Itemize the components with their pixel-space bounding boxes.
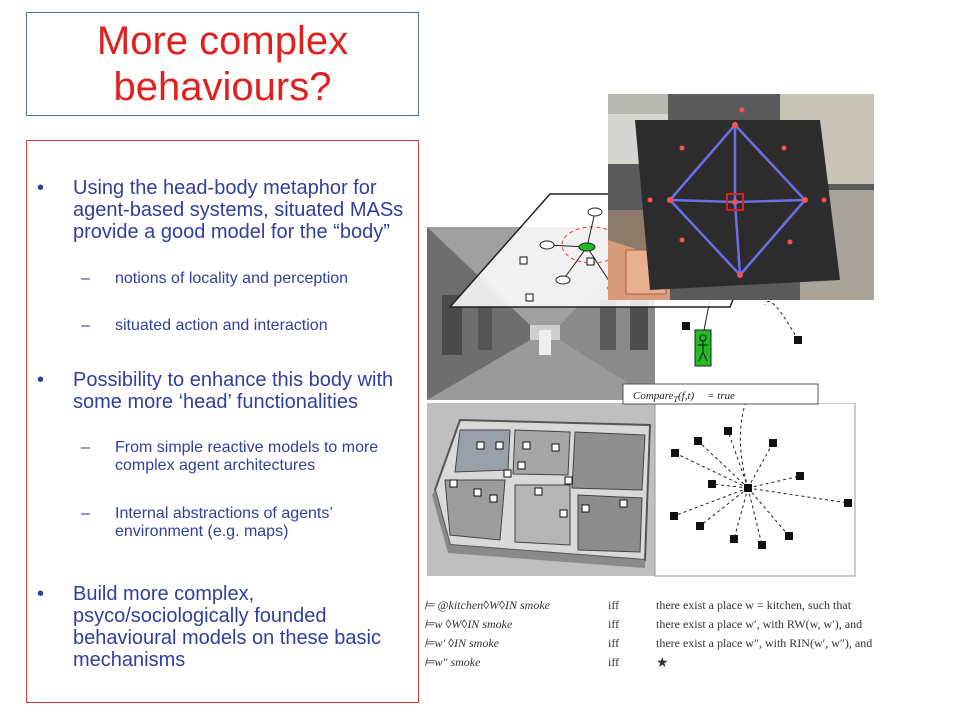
- sub-1-1-text: notions of locality and perception: [115, 270, 349, 287]
- bullet-dot: •: [37, 369, 45, 391]
- sub-dash: –: [81, 270, 90, 287]
- bullet-2-text: Possibility to enhance this body with some more ‘head’ functionalities: [73, 369, 394, 413]
- sub-1-2-text: situated action and interaction: [115, 317, 328, 334]
- bullet-2: [37, 369, 407, 413]
- sub-2-1-text: From simple reactive models to more complex agent architectures: [115, 439, 379, 474]
- formula-3-right: there exist a place w″, with RIN(w′, w″), and: [656, 636, 873, 650]
- formula-2-iff: iff: [608, 617, 620, 631]
- formula-row-2: [424, 617, 924, 637]
- compare-args2: ,t): [684, 390, 695, 402]
- sub-2-2-text: Internal abstractions of agents’ environment (e.g. maps): [115, 505, 333, 540]
- compare-word: Compare: [633, 390, 674, 402]
- compare-label: [623, 384, 818, 404]
- sub-1-2: [81, 317, 411, 335]
- formula-3-iff: iff: [608, 636, 620, 650]
- formula-4-left: ⊨w″ smoke: [424, 655, 481, 669]
- sub-1-1: [81, 270, 411, 288]
- star-icon: ★: [656, 656, 669, 671]
- formula-4-iff: iff: [608, 655, 620, 669]
- formula-3-left: ⊨w′ ◊IN smoke: [424, 636, 499, 650]
- sub-dash: –: [81, 317, 90, 334]
- sub-dash: –: [81, 505, 90, 522]
- content-box: [26, 140, 419, 703]
- formula-1-iff: iff: [608, 598, 620, 612]
- sub-2-2: [81, 505, 411, 541]
- bullet-1-text: Using the head-body metaphor for agent-based systems, situated MASs provide a good model for the “body”: [73, 177, 404, 243]
- bullet-dot: •: [37, 177, 45, 199]
- bullet-3-text: Build more complex, psyco/sociologically founded behavioural models on these basic mechanisms: [73, 583, 381, 671]
- formula-row-4: [424, 655, 924, 675]
- formula-1-left: ⊨ @kitchen◊W◊IN smoke: [424, 598, 550, 612]
- sub-dash: –: [81, 439, 90, 456]
- formula-1-right: there exist a place w = kitchen, such that: [656, 598, 852, 612]
- formula-row-3: [424, 636, 924, 656]
- svg-text:CompareT(f,t) = true: [633, 390, 735, 404]
- bullet-1: [37, 177, 407, 243]
- floorplan-image: [427, 403, 655, 576]
- formula-2-right: there exist a place w′, with RW(w, w′), and: [656, 617, 863, 631]
- slide-title: More complex behaviours?: [96, 19, 349, 109]
- formula-2-left: ⊨w ◊W◊IN smoke: [424, 617, 513, 631]
- compare-subscript: T: [673, 395, 678, 404]
- bullet-dot: •: [37, 583, 45, 605]
- sub-2-1: [81, 439, 411, 475]
- compare-eq: = true: [706, 390, 735, 402]
- bullet-3: [37, 583, 407, 671]
- aerial-photo: [608, 94, 874, 300]
- compare-args: (f: [678, 390, 685, 402]
- formula-row-1: [424, 598, 924, 618]
- title-box: [26, 12, 419, 116]
